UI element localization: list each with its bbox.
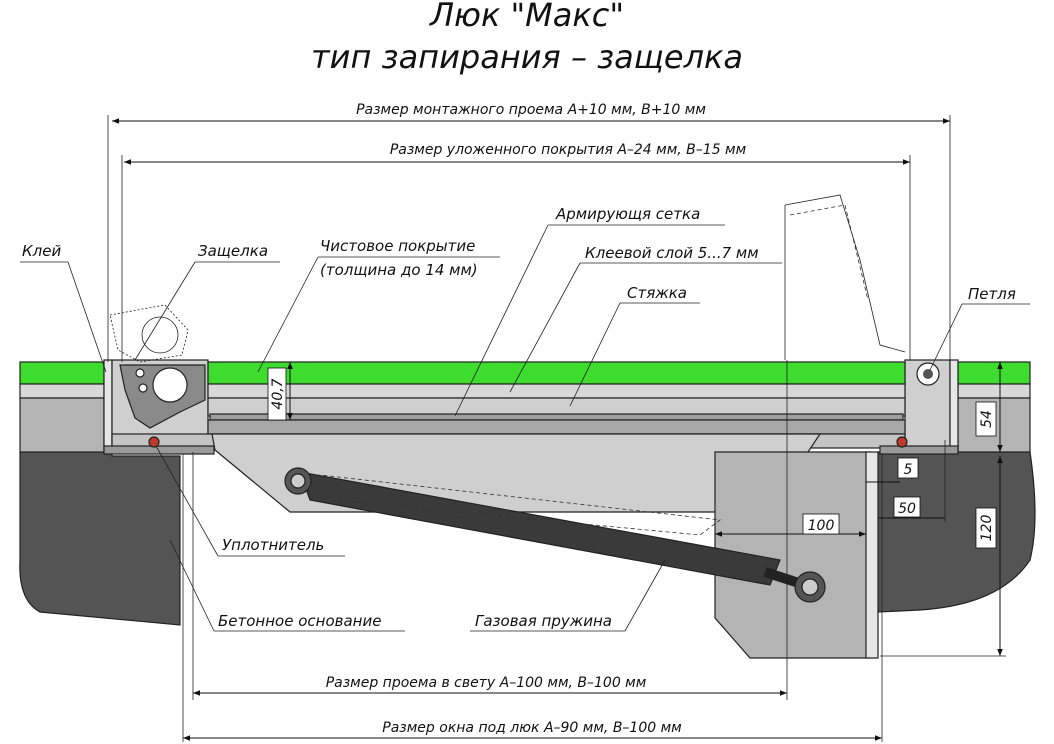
dim-40-7-text: 40,7 <box>270 378 286 410</box>
leader-finish-2 <box>258 257 318 372</box>
gas-spring-bottom-mount-inner <box>802 579 818 595</box>
leader-glue-2 <box>68 262 106 372</box>
dim-mount-opening-text: Размер монтажного проема А+10 мм, В+10 мм <box>356 102 706 118</box>
lid-screed <box>208 398 905 416</box>
lid-glue <box>208 384 905 398</box>
label-glue: Клей <box>22 242 62 260</box>
floor-screed-left <box>20 398 104 452</box>
latch-pin-2 <box>139 384 147 392</box>
label-seal: Уплотнитель <box>222 536 325 554</box>
dim-5-text: 5 <box>903 462 913 478</box>
floor-green-right <box>958 362 1030 384</box>
wall-strip <box>866 452 878 658</box>
dim-120-text: 120 <box>979 514 995 542</box>
frame-left-outer <box>104 360 112 452</box>
lid-mesh <box>210 414 903 420</box>
frame-base-right <box>880 446 958 454</box>
frame-right-outer <box>950 360 958 452</box>
floor-light-left <box>20 384 104 398</box>
concrete-base-left <box>20 452 180 625</box>
seal-left <box>149 437 159 447</box>
frame-base-left <box>104 446 214 454</box>
gas-spring-top-mount-inner <box>291 474 305 488</box>
dim-window-text: Размер окна под люк А–90 мм, В–100 мм <box>382 720 682 736</box>
label-mesh: Армирующя сетка <box>556 205 701 223</box>
dim-100-text: 100 <box>807 518 835 534</box>
dim-54-text: 54 <box>979 410 995 428</box>
lid-green <box>208 362 905 384</box>
lid-tray <box>208 420 905 434</box>
label-hinge: Петля <box>968 285 1016 303</box>
seal-right <box>897 437 907 447</box>
label-gas-spring: Газовая пружина <box>475 612 612 630</box>
label-concrete: Бетонное основание <box>218 612 382 630</box>
leader-gas-spring-2 <box>625 560 665 631</box>
title-line-2: тип запирания – защелка <box>311 38 743 76</box>
label-finish-1: Чистовое покрытие <box>320 237 476 255</box>
latch-roller <box>153 368 187 402</box>
label-latch: Защелка <box>198 242 269 260</box>
latch-ghost-circle <box>142 317 178 353</box>
dim-50-text: 50 <box>898 501 916 517</box>
label-screed: Стяжка <box>627 284 687 302</box>
open-lid-outline-2 <box>790 205 868 300</box>
leader-latch-2 <box>135 262 195 360</box>
hinge-axis <box>923 369 933 379</box>
label-glue-layer: Клеевой слой 5...7 мм <box>585 244 759 262</box>
open-lid-outline <box>785 195 905 352</box>
dim-clear-opening-text: Размер проема в свету А–100 мм, В–100 мм <box>325 675 647 691</box>
label-finish-2: (толщина до 14 мм) <box>320 261 478 279</box>
dim-laid-cover-text: Размер уложенного покрытия А–24 мм, В–15 мм <box>389 142 747 158</box>
latch-pin <box>136 369 144 377</box>
title-line-1: Люк "Макс" <box>429 0 625 34</box>
floor-green-left <box>20 362 104 384</box>
floor-light-right <box>958 384 1030 398</box>
